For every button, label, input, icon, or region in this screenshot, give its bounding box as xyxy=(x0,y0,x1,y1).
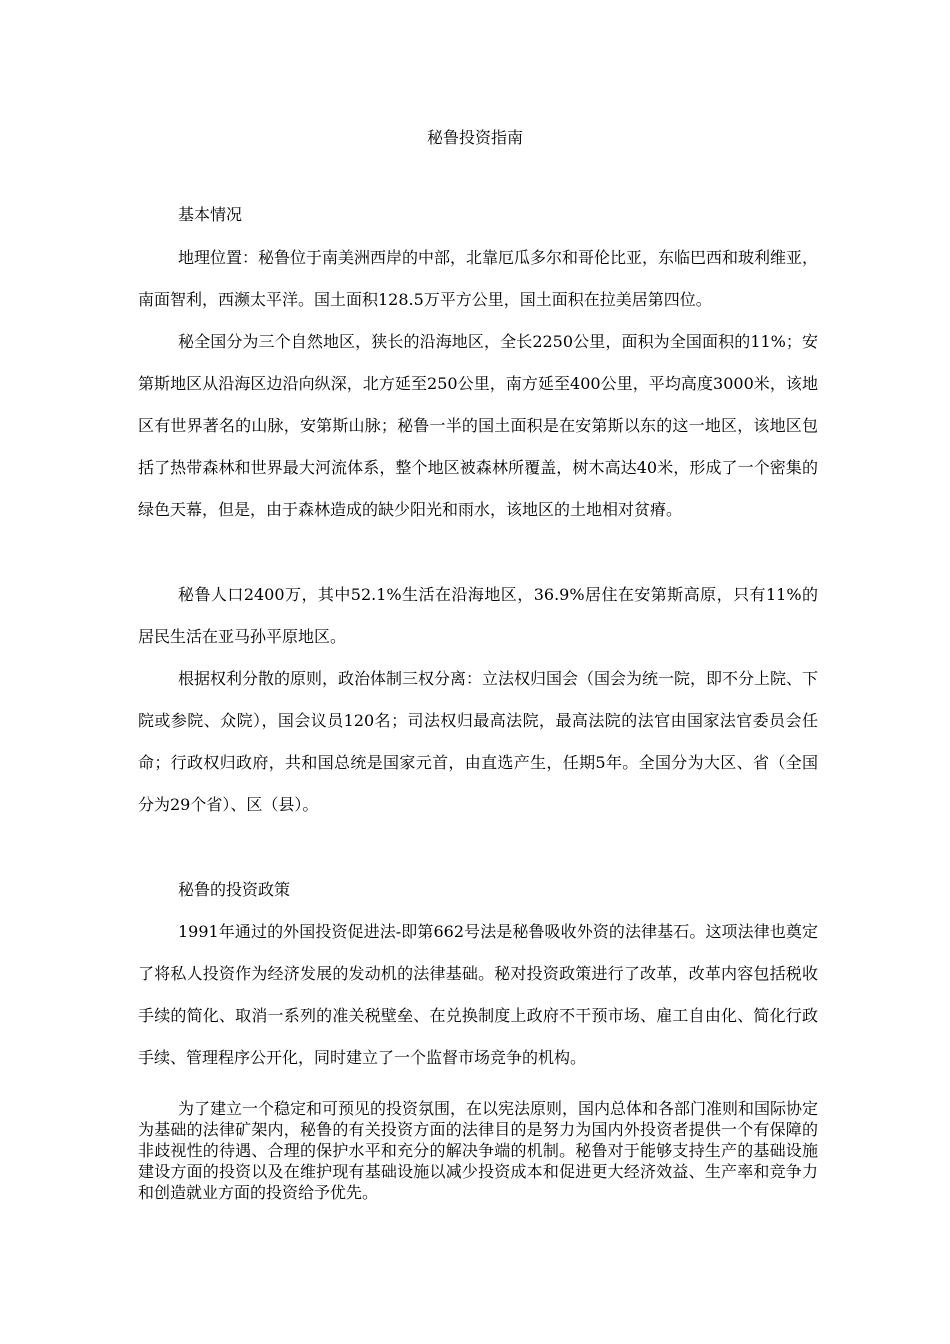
section-heading-investment-policy: 秘鲁的投资政策 xyxy=(178,880,291,899)
paragraph-population: 秘鲁人口2400万，其中52.1%生活在沿海地区，36.9%居住在安第斯高原，只有11%的居民生活在亚马孙平原地区。 xyxy=(138,585,818,646)
section-heading-basic-info: 基本情况 xyxy=(178,205,243,224)
paragraph-natural-regions: 秘全国分为三个自然地区，狭长的沿海地区，全长2250公里，面积为全国面积的11%；安第斯地区从沿海区边沿向纵深，北方延至250公里，南方延至400公里，平均高度3000米，该地区有世界著名的山脉，安第斯山脉；秘鲁一半的国土面积是在安第斯以东的这一地区，该地区包括了热带森林和世界最大河流体系，整个地区被森林所覆盖，树木高达40米，形成了一个密集的绿色天幕，但是，由于森林造成的缺少阳光和雨水，该地区的土地相对贫瘠。 xyxy=(138,332,818,519)
paragraph-investment-law: 1991年通过的外国投资促进法-即第662号法是秘鲁吸收外资的法律基石。这项法律也奠定了将私人投资作为经济发展的发动机的法律基础。秘对投资政策进行了改革，改革内容包括税收手续的简化、取消一系列的准关税壁垒、在兑换制度上政府不干预市场、雇工自由化、简化行政手续、管理程序公开化，同时建立了一个监督市场竞争的机构。 xyxy=(138,922,818,1067)
paragraph-political-system: 根据权利分散的原则，政治体制三权分离：立法权归国会（国会为统一院，即不分上院、下院或参院、众院），国会议员120名；司法权归最高法院，最高法院的法官由国家法官委员会任命；行政权归政府，共和国总统是国家元首，由直选产生，任期5年。全国分为大区、省（全国分为29个省）、区（县）。 xyxy=(138,669,819,814)
paragraph-investment-climate: 为了建立一个稳定和可预见的投资氛围，在以宪法原则，国内总体和各部门准则和国际协定为基础的法律矿架内，秘鲁的有关投资方面的法律目的是努力为国内外投资者提供一个有保障的非歧视性的待遇、合理的保护水平和充分的解决争端的机制。秘鲁对于能够支持生产的基础设施建设方面的投资以及在维护现有基础设施以减少投资成本和促进更大经济效益、生产率和竞争力和创造就业方面的投资给予优先。 xyxy=(138,1099,819,1202)
paragraph-geography: 地理位置：秘鲁位于南美洲西岸的中部，北靠厄瓜多尔和哥伦比亚，东临巴西和玻利维亚，南面智利，西濒太平洋。国土面积128.5万平方公里，国土面积在拉美居第四位。 xyxy=(138,248,819,309)
document-title: 秘鲁投资指南 xyxy=(426,128,523,147)
